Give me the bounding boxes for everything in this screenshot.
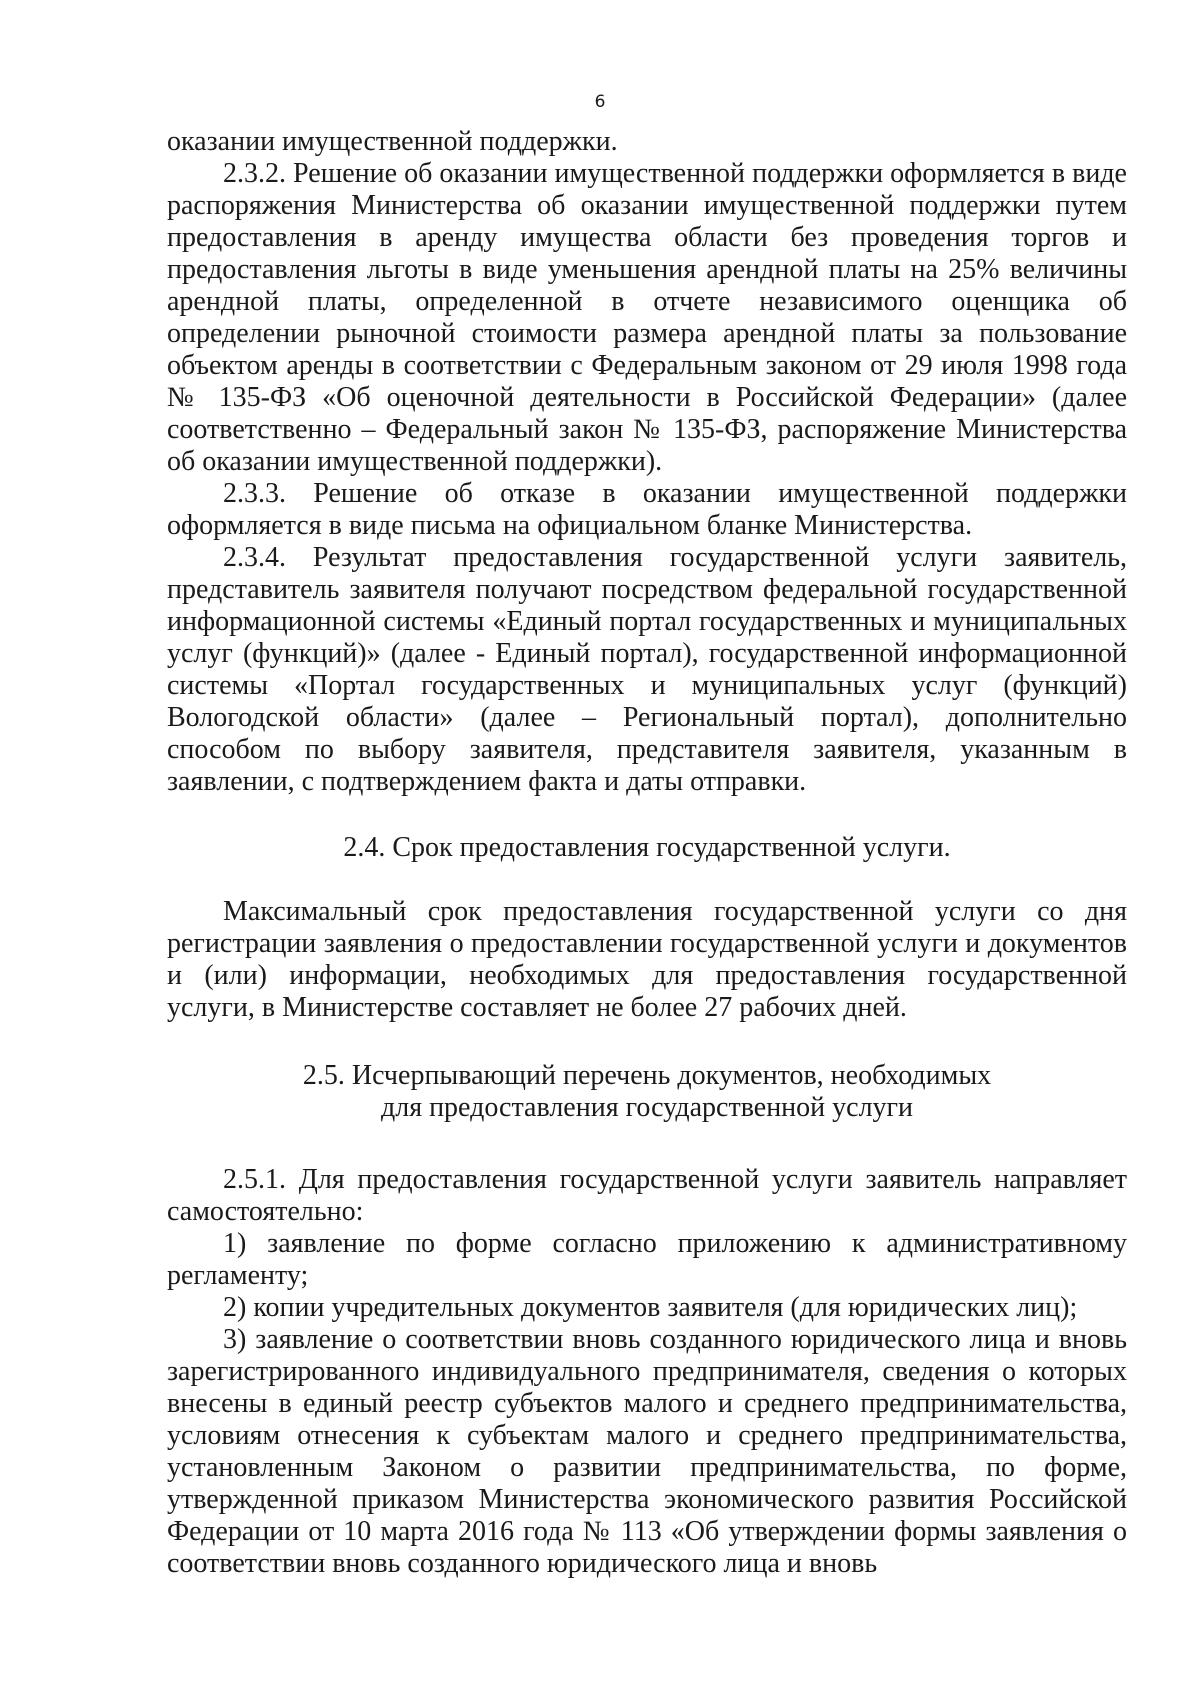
page-number: 6 bbox=[594, 92, 606, 112]
list-item-3: 3) заявление о соответствии вновь созданного юридического лица и вновь зарегистрированного индивидуального предпринимателя, сведения о которых внесены в единый реестр субъектов малого и среднего предпринимательства, условиям отнесения к субъектам малого и среднего предпринимательства, установленным Законом о развитии предпринимательства, по форме, утвержденной приказом Министерства экономического развития Российской Федерации от 10 марта 2016 года № 113 «Об утверждении формы заявления о соответствии вновь созданного юридического лица и вновь bbox=[167, 1324, 1127, 1579]
list-item-1: 1) заявление по форме согласно приложению к административному регламенту; bbox=[167, 1228, 1127, 1291]
section-heading-2-5 bbox=[167, 1060, 1127, 1124]
paragraph-2-3-2: 2.3.2. Решение об оказании имущественной поддержки оформляется в виде распоряжения Министерства об оказании имущественной поддержки путем предоставления в аренду имущества области без проведения торгов и предоставления льготы в виде уменьшения арендной платы на 25% величины арендной платы, определенной в отчете независимого оценщика об определении рыночной стоимости размера арендной платы за пользование объектом аренды в соответствии с Федеральным законом от 29 июля 1998 года № 135-ФЗ «Об оценочной деятельности в Российской Федерации» (далее соответственно – Федеральный закон № 135-ФЗ, распоряжение Министерства об оказании имущественной поддержки). bbox=[167, 158, 1127, 477]
paragraph-2-5-1: 2.5.1. Для предоставления государственной услуги заявитель направляет самостоятельно: bbox=[167, 1164, 1127, 1227]
paragraph-max-term: Максимальный срок предоставления государственной услуги со дня регистрации заявления о предоставлении государственной услуги и документов и (или) информации, необходимых для предоставления государственной услуги, в Министерстве составляет не более 27 рабочих дней. bbox=[167, 896, 1127, 1023]
paragraph-continuation: оказании имущественной поддержки. bbox=[167, 126, 618, 157]
paragraph-2-3-4: 2.3.4. Результат предоставления государственной услуги заявитель, представитель заявителя получают посредством федеральной государственной информационной системы «Единый портал государственных и муниципальных услуг (функций)» (далее - Единый портал), государственной информационной системы «Портал государственных и муниципальных услуг (функций) Вологодской области» (далее – Региональный портал), дополнительно способом по выбору заявителя, представителя заявителя, указанным в заявлении, с подтверждением факта и даты отправки. bbox=[167, 542, 1127, 797]
section-heading-2-4: 2.4. Срок предоставления государственной услуги. bbox=[343, 832, 951, 863]
document-body bbox=[167, 126, 1127, 1580]
section-heading-2-5-line-1: 2.5. Исчерпывающий перечень документов, необходимых bbox=[302, 1060, 992, 1091]
paragraph-2-3-3: 2.3.3. Решение об отказе в оказании имущественной поддержки оформляется в виде письма на официальном бланке Министерства. bbox=[167, 478, 1127, 541]
section-heading-2-5-line-2: для предоставления государственной услуги bbox=[380, 1092, 914, 1123]
list-item-2: 2) копии учредительных документов заявителя (для юридических лиц); bbox=[223, 1292, 1078, 1323]
